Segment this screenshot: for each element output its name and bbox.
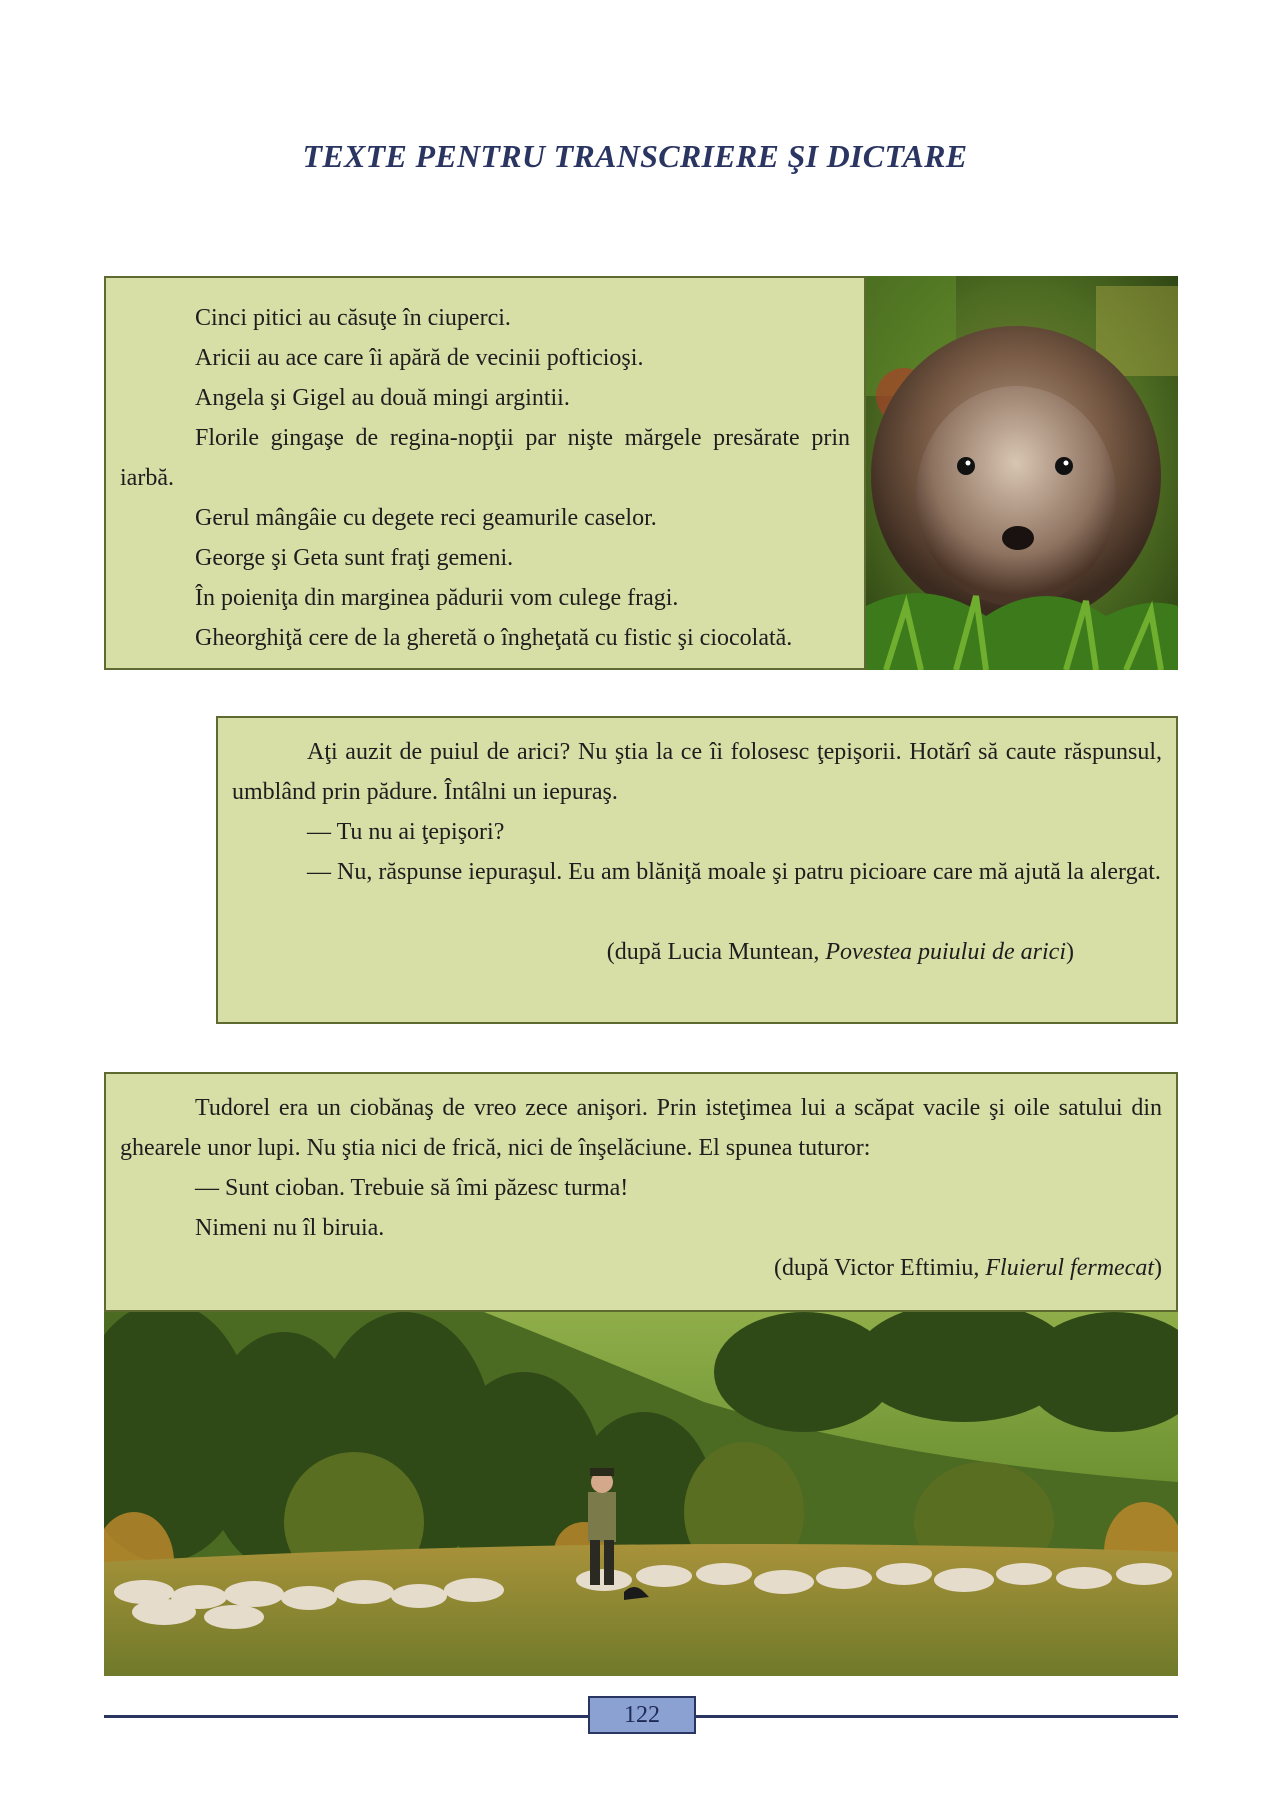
sentence: Gheorghiţă cere de la gheretă o îngheţată cu fistic şi ciocolată.	[195, 625, 793, 651]
paragraph: Aţi auzit de puiul de arici? Nu ştia la ce îi folosesc ţepişorii. Hotărî să caute răspunsul, umblând prin pădure. Întâlni un iepuraş.	[232, 739, 1162, 805]
footer-rule-right	[696, 1715, 1178, 1718]
source-title: Povestea puiului de arici	[825, 939, 1066, 965]
source-end: )	[1066, 939, 1074, 965]
shepherd-with-sheep-photo	[104, 1312, 1178, 1676]
hedgehog-photo	[866, 276, 1178, 670]
sentence: Aricii au ace care îi apără de vecinii pofticioşi.	[195, 345, 644, 371]
source-end: )	[1154, 1255, 1162, 1281]
dictation-box-3	[104, 1072, 1178, 1312]
source-citation	[232, 932, 1162, 972]
dictation-box-1	[104, 276, 866, 670]
sentence: În poieniţa din marginea pădurii vom culege fragi.	[195, 585, 679, 611]
page-title: TEXTE PENTRU TRANSCRIERE ŞI DICTARE	[302, 138, 968, 174]
source-author: (după Lucia Muntean,	[606, 939, 826, 965]
source-author: (după Victor Eftimiu,	[773, 1255, 986, 1281]
sentence: Gerul mângâie cu degete reci geamurile caselor.	[195, 505, 657, 531]
source-citation	[120, 1248, 1162, 1288]
dialogue-line: — Tu nu ai ţepişori?	[307, 819, 505, 845]
sentence: Cinci pitici au căsuţe în ciuperci.	[195, 305, 511, 331]
sentence: Florile gingaşe de regina-nopţii par nişte mărgele presărate prin iarbă.	[120, 425, 850, 491]
dialogue-line: — Nu, răspunse iepuraşul. Eu am blăniţă moale şi patru picioare care mă ajută la alergat.	[307, 859, 1161, 885]
footer-rule-left	[104, 1715, 590, 1718]
sentence: Angela şi Gigel au două mingi argintii.	[195, 385, 570, 411]
dialogue-line: — Sunt cioban. Trebuie să îmi păzesc turma!	[195, 1175, 629, 1201]
sentence: George şi Geta sunt fraţi gemeni.	[195, 545, 514, 571]
paragraph: Tudorel era un ciobănaş de vreo zece anişori. Prin isteţimea lui a scăpat vacile şi oile satului din ghearele unor lupi. Nu ştia nici de frică, nici de înşelăciune. El spunea tuturor:	[120, 1095, 1162, 1161]
paragraph: Nimeni nu îl biruia.	[195, 1215, 385, 1241]
page-number: 122	[588, 1696, 696, 1734]
source-title: Fluierul fermecat	[985, 1255, 1154, 1281]
dictation-box-2	[216, 716, 1178, 1024]
